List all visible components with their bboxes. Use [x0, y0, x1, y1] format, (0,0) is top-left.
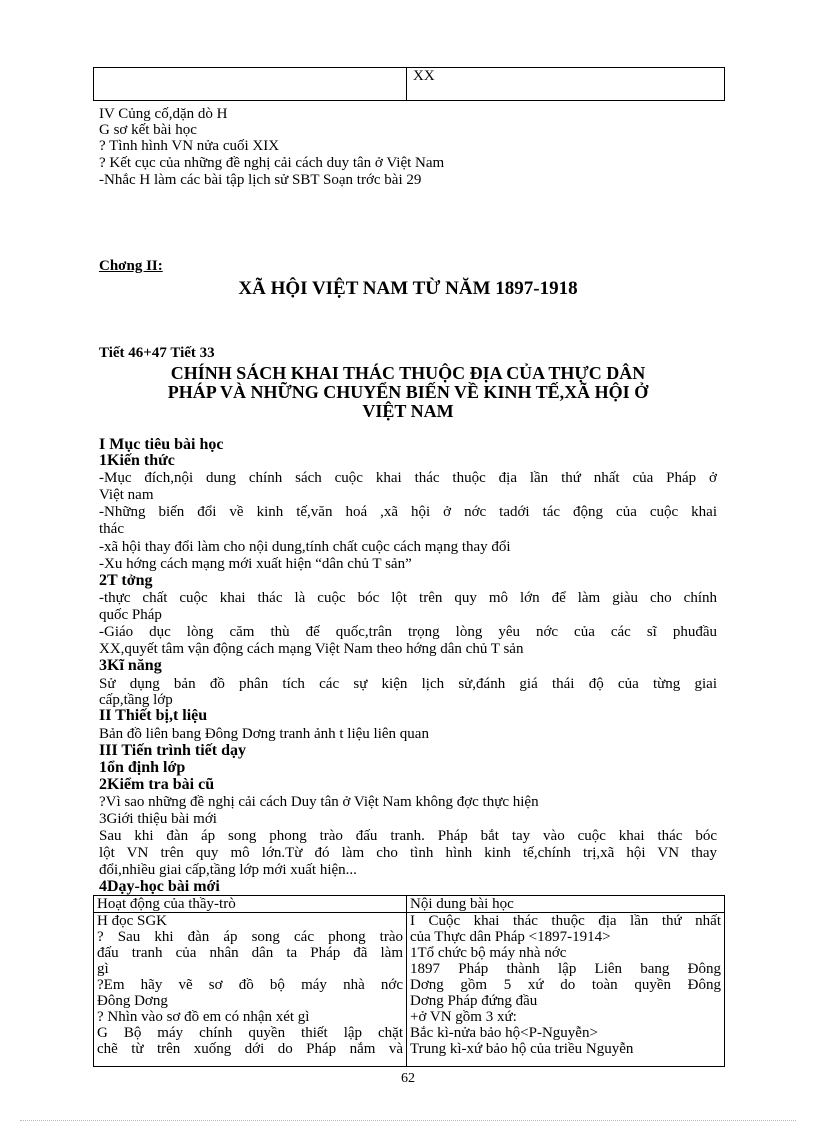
- equipment-heading: II Thiết bị,t liệu: [99, 707, 208, 724]
- objectives-heading: I Mục tiêu bài học: [99, 436, 224, 453]
- skills-heading: 3Kĩ năng: [99, 657, 162, 674]
- paragraph-line: -thực chất cuộc khai thác là cuộc bóc lột trên quy mô lớn để làm giàu cho chính: [99, 590, 717, 606]
- table-cell-line: Dơng Pháp đứng đầu: [410, 993, 538, 1009]
- review-line: ? Kết cục của những đề nghị cải cách duy tân ở Việt Nam: [99, 155, 445, 171]
- paragraph-line: ?Vì sao những đề nghị cải cách Duy tân ở Việt Nam không đợc thực hiện: [99, 794, 539, 810]
- paragraph-line: đổi,nhiều giai cấp,tầng lớp mới xuất hiện...: [99, 862, 357, 878]
- teach-heading: 4Dạy-học bài mới: [99, 878, 220, 895]
- table-cell-line: ?Em hãy vẽ sơ đồ bộ máy nhà nớc: [97, 977, 403, 993]
- top-table-left-cell: [94, 68, 407, 101]
- stabilize-heading: 1ổn định lớp: [99, 759, 186, 776]
- lesson-title-line: VIỆT NAM: [362, 401, 454, 421]
- table-cell-line: ? Sau khi đàn áp song các phong trào: [97, 929, 403, 945]
- table-cell-line: đấu tranh của nhân dân ta Pháp đã làm: [97, 945, 403, 961]
- lesson-table: [93, 895, 725, 1067]
- paragraph-line: lột VN trên quy mô lớn.Từ đó làm cho tình hình kinh tế,chính trị,xã hội VN thay: [99, 845, 717, 861]
- paragraph-line: -Xu hớng cách mạng mới xuất hiện “dân chủ T sản”: [99, 556, 412, 572]
- paragraph-line: -Mục đích,nội dung chính sách cuộc khai thác thuộc địa lần thứ nhất của Pháp ở: [99, 470, 717, 486]
- table-cell-line: 1Tổ chức bộ máy nhà nớc: [410, 945, 567, 961]
- page-edge-divider: [20, 1120, 796, 1121]
- paragraph-line: -Giáo dục lòng căm thù đế quốc,trân trọng lòng yêu nớc của các sĩ phuđầu: [99, 624, 717, 640]
- thought-heading: 2T tởng: [99, 572, 153, 589]
- table-cell-line: Dơng gồm 5 xứ do toàn quyền Đông: [410, 977, 721, 993]
- lesson-title-line: PHÁP VÀ NHỮNG CHUYỂN BIẾN VỀ KINH TẾ,XÃ HỘI Ở: [167, 382, 649, 402]
- paragraph-line: -xã hội thay đổi làm cho nội dung,tính chất cuộc cách mạng thay đổi: [99, 539, 511, 555]
- paragraph-line: Việt nam: [99, 487, 154, 503]
- table-cell-line: G Bộ máy chính quyền thiết lập chặt: [97, 1025, 403, 1041]
- lesson-content-cell: [407, 913, 725, 1067]
- table-cell-line: H đọc SGK: [97, 913, 167, 929]
- paragraph-line: Sử dụng bản đồ phân tích các sự kiện lịch sử,đánh giá thái độ của từng giai: [99, 676, 717, 692]
- table-cell-line: Đông Dơng: [97, 993, 168, 1009]
- table-cell-line: I Cuộc khai thác thuộc địa lần thứ nhất: [410, 913, 721, 929]
- page-number: 62: [401, 1071, 415, 1086]
- paragraph-line: Sau khi đàn áp song phong trào đấu tranh. Pháp bắt tay vào cuộc khai thác bóc: [99, 828, 717, 844]
- table-row: [94, 913, 725, 1067]
- paragraph-line: XX,quyết tâm vận động cách mạng Việt Nam theo hớng dân chủ T sản: [99, 641, 524, 657]
- top-table-right-cell: XX: [407, 68, 725, 101]
- table-cell-line: Bắc kì-nửa bảo hộ<P-Nguyễn>: [410, 1025, 598, 1041]
- table-cell-line: +ở VN gồm 3 xứ:: [410, 1009, 517, 1025]
- review-line: -Nhắc H làm các bài tập lịch sử SBT Soạn trớc bài 29: [99, 172, 422, 188]
- review-line: ? Tình hình VN nửa cuối XIX: [99, 138, 280, 154]
- top-table: [93, 67, 725, 101]
- lesson-period: Tiết 46+47 Tiết 33: [99, 345, 215, 361]
- table-cell-line: chẽ từ trên xuống dới do Pháp nắm và: [97, 1041, 403, 1057]
- review-line: IV Củng cố,dặn dò H: [99, 106, 228, 122]
- paragraph-line: cấp,tầng lớp: [99, 692, 173, 708]
- paragraph-line: quốc Pháp: [99, 607, 162, 623]
- chapter-title: XÃ HỘI VIỆT NAM TỪ NĂM 1897-1918: [238, 278, 578, 299]
- table-header-cell: Hoạt động của thầy-trò: [94, 896, 407, 913]
- table-cell-line: ? Nhìn vào sơ đồ em có nhận xét gì: [97, 1009, 310, 1025]
- table-cell-line: 1897 Pháp thành lập Liên bang Đông: [410, 961, 721, 977]
- intro-heading: 3Giới thiệu bài mới: [99, 811, 217, 827]
- teacher-student-activity-cell: [94, 913, 407, 1067]
- review-line: G sơ kết bài học: [99, 122, 197, 138]
- table-cell-line: của Thực dân Pháp <1897-1914>: [410, 929, 611, 945]
- paragraph-line: thác: [99, 521, 124, 537]
- check-heading: 2Kiểm tra bài cũ: [99, 776, 215, 793]
- chapter-label: Chơng II:: [99, 258, 163, 274]
- table-header-row: [94, 896, 725, 913]
- knowledge-heading: 1Kiến thức: [99, 452, 175, 469]
- table-cell-line: Trung kì-xứ bảo hộ của triều Nguyễn: [410, 1041, 634, 1057]
- lesson-title-line: CHÍNH SÁCH KHAI THÁC THUỘC ĐỊA CỦA THỰC DÂN: [170, 363, 646, 383]
- table-header-cell: Nội dung bài học: [407, 896, 725, 913]
- paragraph-line: Bản đồ liên bang Đông Dơng tranh ảnh t liệu liên quan: [99, 726, 429, 742]
- process-heading: III Tiến trình tiết dạy: [99, 742, 246, 759]
- paragraph-line: -Những biến đổi về kinh tế,văn hoá ,xã hội ở nớc tadới tác động của cuộc khai: [99, 504, 717, 520]
- table-cell-line: gì: [97, 961, 109, 977]
